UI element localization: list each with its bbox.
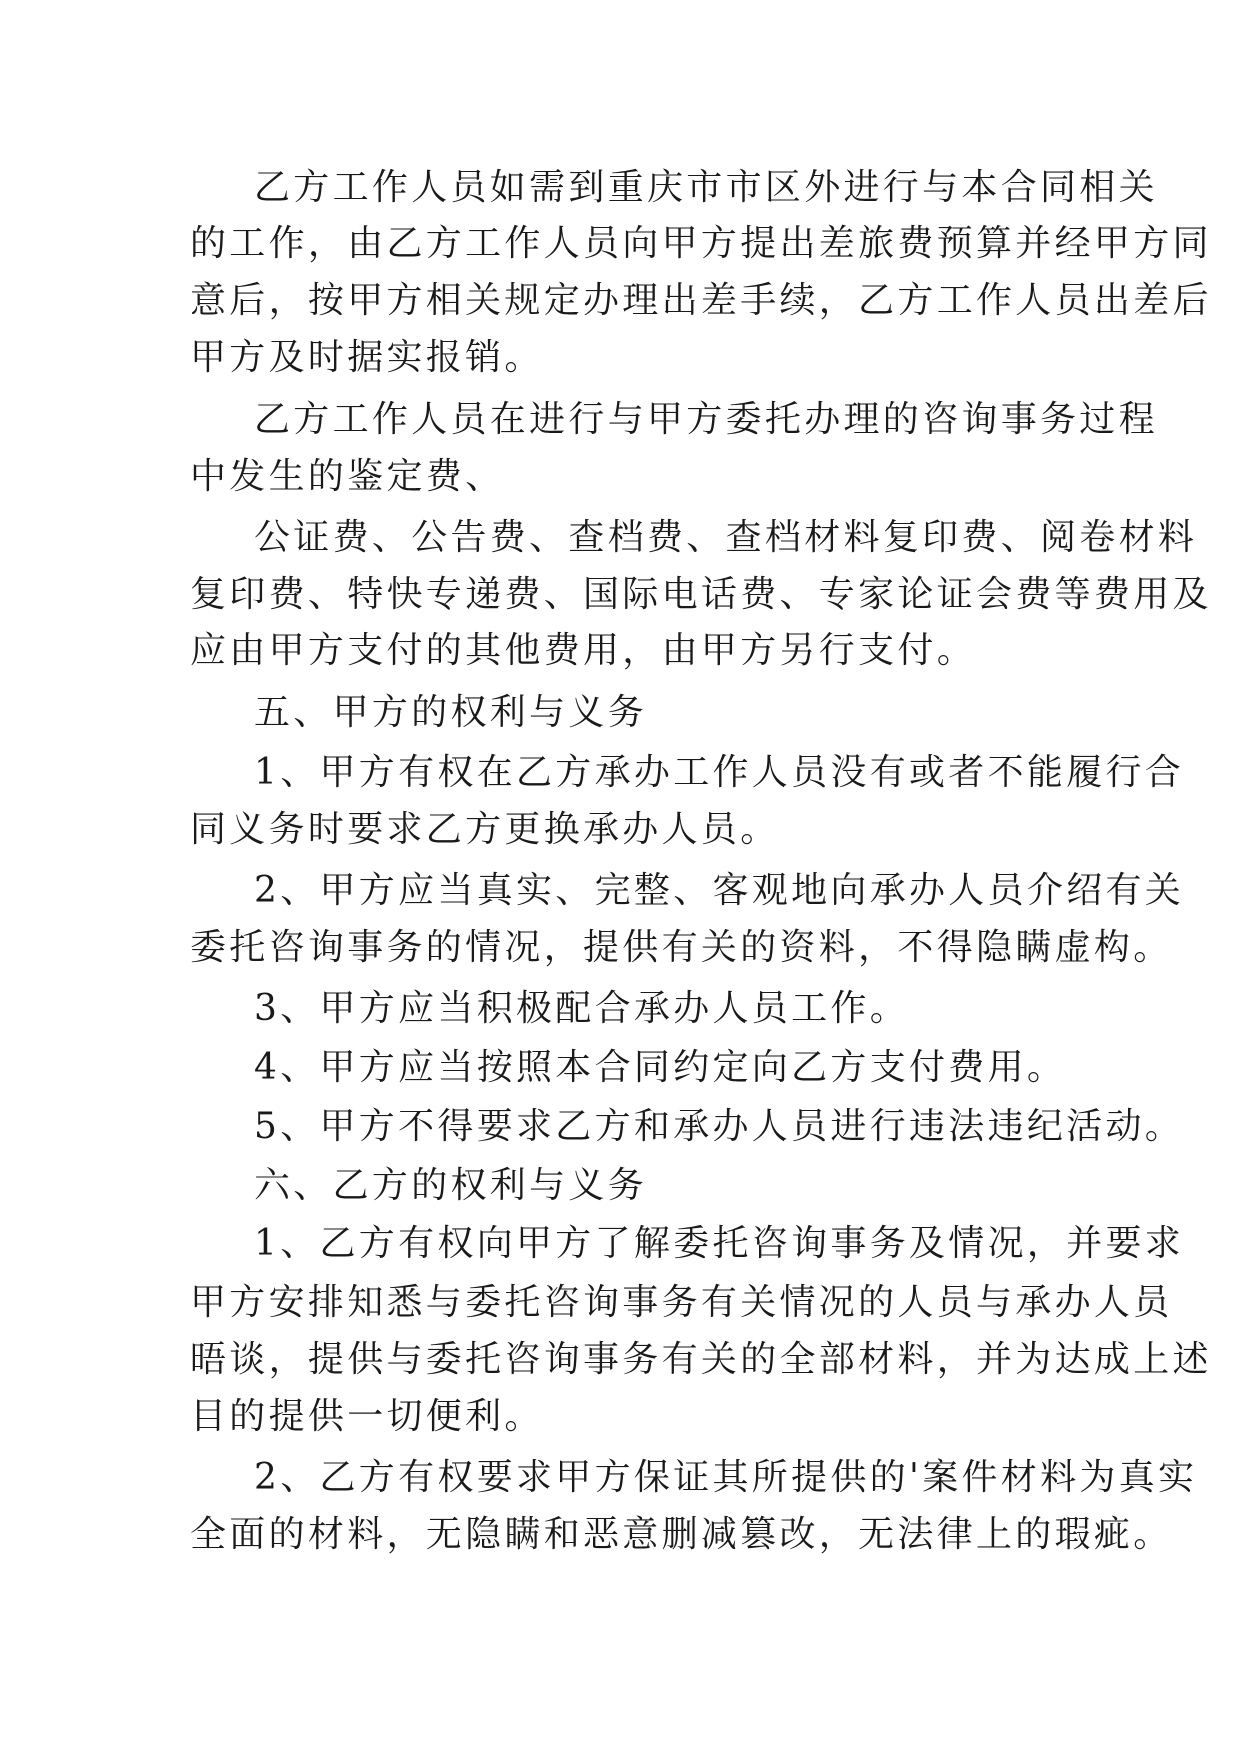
text-line: 乙方工作人员如需到重庆市市区外进行与本合同相关 (254, 167, 1158, 208)
text-line: 晤谈，提供与委托咨询事务有关的全部材料，并为达成上述 (190, 1339, 1212, 1380)
text-line: 同义务时要求乙方更换承办人员。 (190, 809, 780, 850)
text-line: 乙方工作人员在进行与甲方委托办理的咨询事务过程 (254, 399, 1158, 440)
text-line: 应由甲方支付的其他费用，由甲方另行支付。 (190, 630, 977, 671)
text-line: 中发生的鉴定费、 (190, 456, 505, 497)
text-line: 五、甲方的权利与义务 (254, 692, 648, 733)
text-line: 复印费、特快专递费、国际电话费、专家论证会费等费用及 (190, 574, 1212, 615)
text-line: 甲方安排知悉与委托咨询事务有关情况的人员与承办人员 (190, 1282, 1173, 1323)
text-line: 2、乙方有权要求甲方保证其所提供的'案件材料为真实 (254, 1457, 1198, 1498)
text-line: 全面的材料，无隐瞒和恶意删减篡改，无法律上的瑕疵。 (190, 1514, 1173, 1555)
text-line: 3、甲方应当积极配合承办人员工作。 (254, 988, 910, 1029)
text-line: 目的提供一切便利。 (190, 1396, 544, 1437)
text-line: 公证费、公告费、查档费、查档材料复印费、阅卷材料 (254, 517, 1198, 558)
text-line: 4、甲方应当按照本合同约定向乙方支付费用。 (254, 1047, 1067, 1088)
text-line: 1、乙方有权向甲方了解委托咨询事务及情况，并要求 (254, 1223, 1185, 1264)
text-line: 1、甲方有权在乙方承办工作人员没有或者不能履行合 (254, 752, 1185, 793)
text-line: 的工作，由乙方工作人员向甲方提出差旅费预算并经甲方同 (190, 223, 1212, 264)
text-line: 甲方及时据实报销。 (190, 337, 544, 378)
text-line: 六、乙方的权利与义务 (254, 1165, 648, 1206)
text-line: 2、甲方应当真实、完整、客观地向承办人员介绍有关 (254, 870, 1185, 911)
text-line: 意后，按甲方相关规定办理出差手续，乙方工作人员出差后 (190, 280, 1212, 321)
text-line: 委托咨询事务的情况，提供有关的资料，不得隐瞒虚构。 (190, 927, 1173, 968)
text-line: 5、甲方不得要求乙方和承办人员进行违法违纪活动。 (254, 1106, 1185, 1147)
